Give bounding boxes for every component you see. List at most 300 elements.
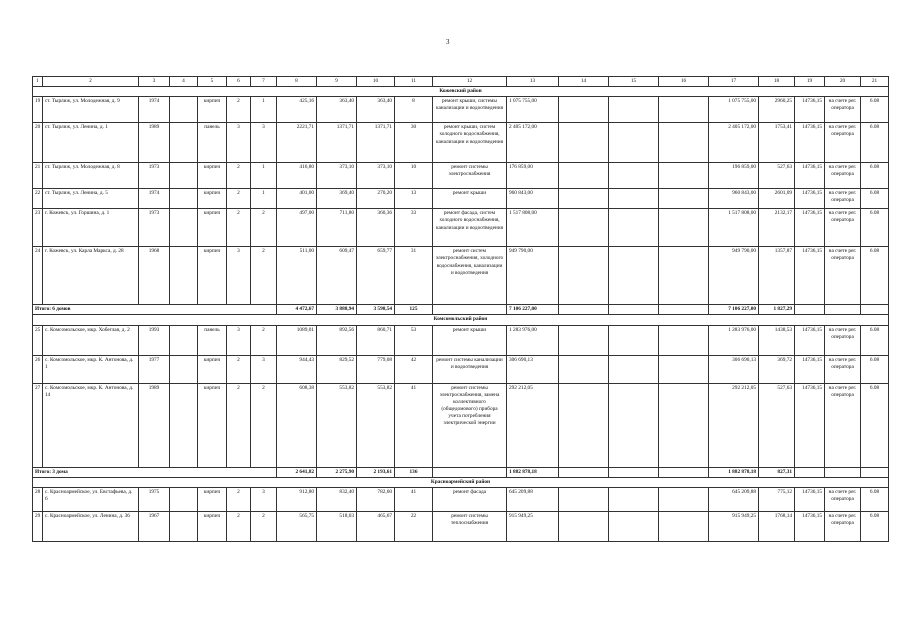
cell-c14 xyxy=(559,163,609,189)
cell-c15 xyxy=(609,209,659,247)
total-cost: 7 106 227,00 xyxy=(507,305,559,315)
total-area-a: 3 888,94 xyxy=(317,305,357,315)
cell-limit: 14736,15 xyxy=(795,355,825,383)
column-number: 4 xyxy=(170,77,198,87)
total-label: Итого: 3 дома xyxy=(33,467,277,477)
cell-material: кирпич xyxy=(198,163,227,189)
total-empty-cell xyxy=(659,305,709,315)
cell-residents: 41 xyxy=(395,487,433,511)
cell-area-b: 270,20 xyxy=(357,189,395,209)
cell-c15 xyxy=(609,189,659,209)
section-heading-row xyxy=(33,477,889,487)
cell-num: 28 xyxy=(33,487,43,511)
section-title: Комсомольский район xyxy=(33,315,889,325)
cell-fund: на счете рег. оператора xyxy=(825,97,861,123)
cell-c14 xyxy=(559,189,609,209)
cell-term: 6.08 xyxy=(861,325,889,355)
table-row xyxy=(33,325,889,355)
column-number: 8 xyxy=(277,77,317,87)
cell-num: 29 xyxy=(33,511,43,541)
cell-cost: 1 075 755,00 xyxy=(507,97,559,123)
cell-c14 xyxy=(559,511,609,541)
cell-term: 6.08 xyxy=(861,123,889,163)
cell-area-b: 659,77 xyxy=(357,247,395,305)
total-residents: 136 xyxy=(395,467,433,477)
cell-cost-total: 645 209,88 xyxy=(709,487,759,511)
cell-c14 xyxy=(559,355,609,383)
cell-residents: 13 xyxy=(395,189,433,209)
cell-address: ст. Тырлиж, ул. Молодежная, д. 9 xyxy=(43,97,139,123)
cell-cost-sqm: 527,63 xyxy=(759,163,795,189)
column-number: 6 xyxy=(227,77,251,87)
cell-area-b: 779,08 xyxy=(357,355,395,383)
cell-c14 xyxy=(559,383,609,467)
cell-cost: 306 690,13 xyxy=(507,355,559,383)
total-empty-cell xyxy=(559,305,609,315)
table-row xyxy=(33,383,889,467)
total-empty-cell xyxy=(559,467,609,477)
cell-residents: 10 xyxy=(395,163,433,189)
cell-area-total: 497,00 xyxy=(277,209,317,247)
cell-residents: 22 xyxy=(395,511,433,541)
cell-c4 xyxy=(170,189,198,209)
cell-entrances: 3 xyxy=(251,123,277,163)
total-empty-cell xyxy=(861,305,889,315)
cell-material: кирпич xyxy=(198,487,227,511)
column-number: 19 xyxy=(795,77,825,87)
cell-address: с. Красноармейское, ул. Ленина, д. 36 xyxy=(43,511,139,541)
cell-year: 1973 xyxy=(139,209,170,247)
cell-cost: 645 209,88 xyxy=(507,487,559,511)
column-number: 17 xyxy=(709,77,759,87)
table-row xyxy=(33,163,889,189)
section-title: Красноармейский район xyxy=(33,477,889,487)
total-empty-cell xyxy=(609,305,659,315)
cell-c14 xyxy=(559,487,609,511)
cell-year: 1974 xyxy=(139,189,170,209)
cell-c14 xyxy=(559,209,609,247)
cell-entrances: 3 xyxy=(251,487,277,511)
cell-limit: 14736,15 xyxy=(795,97,825,123)
table-row xyxy=(33,189,889,209)
cell-fund: на счете рег. оператора xyxy=(825,487,861,511)
page-number: 3 xyxy=(446,38,450,46)
cell-residents: 30 xyxy=(395,123,433,163)
total-empty-cell xyxy=(659,467,709,477)
cell-cost: 949 790,00 xyxy=(507,247,559,305)
cell-address: ст. Тырлиж, ул. Ленина, д. 1 xyxy=(43,123,139,163)
cell-floors: 2 xyxy=(227,487,251,511)
cell-c14 xyxy=(559,325,609,355)
cell-cost: 1 517 808,00 xyxy=(507,209,559,247)
section-heading-row xyxy=(33,87,889,97)
cell-limit: 14736,15 xyxy=(795,163,825,189)
cell-area-b: 363,40 xyxy=(357,97,395,123)
cell-fund: на счете рег. оператора xyxy=(825,383,861,467)
cell-address: с. Комсомольское, мкр. Хобеглая, д. 2 xyxy=(43,325,139,355)
cell-num: 21 xyxy=(33,163,43,189)
cell-c16 xyxy=(659,209,709,247)
cell-num: 27 xyxy=(33,383,43,467)
cell-cost-sqm: 2601,09 xyxy=(759,189,795,209)
column-number: 10 xyxy=(357,77,395,87)
section-heading-row xyxy=(33,315,889,325)
cell-c15 xyxy=(609,511,659,541)
cell-area-b: 373,10 xyxy=(357,163,395,189)
cell-floors: 2 xyxy=(227,209,251,247)
cell-area-a: 363,40 xyxy=(317,97,357,123)
cell-year: 1993 xyxy=(139,325,170,355)
cell-c15 xyxy=(609,487,659,511)
total-empty-cell xyxy=(795,305,825,315)
cell-cost-sqm: 775,12 xyxy=(759,487,795,511)
cell-area-total: 1089,01 xyxy=(277,325,317,355)
cell-area-b: 860,71 xyxy=(357,325,395,355)
cell-floors: 2 xyxy=(227,189,251,209)
cell-c16 xyxy=(659,189,709,209)
cell-residents: 8 xyxy=(395,97,433,123)
cell-fund: на счете рег. оператора xyxy=(825,123,861,163)
table-row xyxy=(33,487,889,511)
cell-floors: 2 xyxy=(227,163,251,189)
cell-residents: 31 xyxy=(395,247,433,305)
table-row xyxy=(33,123,889,163)
cell-c15 xyxy=(609,163,659,189)
cell-term: 6.08 xyxy=(861,511,889,541)
cell-num: 22 xyxy=(33,189,43,209)
cell-area-b: 782,60 xyxy=(357,487,395,511)
cell-c4 xyxy=(170,247,198,305)
cell-c15 xyxy=(609,325,659,355)
cell-cost: 915 949,25 xyxy=(507,511,559,541)
cell-cost-total: 1 075 755,00 xyxy=(709,97,759,123)
cell-works: ремонт крыши xyxy=(433,325,507,355)
cell-term: 6.08 xyxy=(861,209,889,247)
column-number: 1 xyxy=(33,77,43,87)
cell-address: ст. Тырлиж, ул. Молодежная, д. 8 xyxy=(43,163,139,189)
cell-fund: на счете рег. оператора xyxy=(825,189,861,209)
cell-area-a: 829,52 xyxy=(317,355,357,383)
cell-works: ремонт систем электроснабжения, холодного водоснабжения, канализации и водоотведения xyxy=(433,247,507,305)
cell-material: панель xyxy=(198,123,227,163)
cell-area-a: 373,10 xyxy=(317,163,357,189)
cell-c16 xyxy=(659,355,709,383)
cell-entrances: 3 xyxy=(251,355,277,383)
cell-entrances: 2 xyxy=(251,247,277,305)
repair-register-table xyxy=(32,76,889,542)
cell-c16 xyxy=(659,383,709,467)
cell-limit: 14736,15 xyxy=(795,383,825,467)
column-number: 15 xyxy=(609,77,659,87)
cell-cost: 1 283 976,00 xyxy=(507,325,559,355)
table-row xyxy=(33,209,889,247)
total-empty-cell xyxy=(825,467,861,477)
cell-c4 xyxy=(170,355,198,383)
cell-cost: 960 843,00 xyxy=(507,189,559,209)
cell-cost-total: 292 212,05 xyxy=(709,383,759,467)
cell-floors: 3 xyxy=(227,325,251,355)
cell-cost-sqm: 527,63 xyxy=(759,383,795,467)
cell-term: 6.08 xyxy=(861,247,889,305)
cell-cost-total: 1 283 976,00 xyxy=(709,325,759,355)
total-area-b: 2 193,61 xyxy=(357,467,395,477)
cell-area-b: 1371,71 xyxy=(357,123,395,163)
total-area-total: 2 641,82 xyxy=(277,467,317,477)
cell-area-b: 360,36 xyxy=(357,209,395,247)
cell-c16 xyxy=(659,97,709,123)
cell-area-a: 832,40 xyxy=(317,487,357,511)
cell-c4 xyxy=(170,97,198,123)
column-number: 7 xyxy=(251,77,277,87)
cell-cost-total: 2 405 172,00 xyxy=(709,123,759,163)
cell-year: 1989 xyxy=(139,123,170,163)
total-cost: 1 882 878,18 xyxy=(507,467,559,477)
column-number: 14 xyxy=(559,77,609,87)
cell-cost-total: 306 690,13 xyxy=(709,355,759,383)
cell-fund: на счете рег. оператора xyxy=(825,511,861,541)
cell-floors: 2 xyxy=(227,355,251,383)
cell-limit: 14736,15 xyxy=(795,123,825,163)
cell-cost-sqm: 1357,87 xyxy=(759,247,795,305)
column-number: 3 xyxy=(139,77,170,87)
cell-cost: 176 859,00 xyxy=(507,163,559,189)
cell-limit: 14736,15 xyxy=(795,511,825,541)
cell-entrances: 2 xyxy=(251,209,277,247)
cell-address: ст. Тырлиж, ул. Ленина, д. 5 xyxy=(43,189,139,209)
column-number: 5 xyxy=(198,77,227,87)
cell-works: ремонт фасада, систем холодного водоснабжения, канализации и водоотведения xyxy=(433,209,507,247)
cell-area-a: 711,80 xyxy=(317,209,357,247)
cell-area-total: 511,00 xyxy=(277,247,317,305)
cell-residents: 42 xyxy=(395,355,433,383)
cell-year: 1967 xyxy=(139,511,170,541)
cell-c4 xyxy=(170,325,198,355)
cell-term: 6.08 xyxy=(861,487,889,511)
cell-term: 6.08 xyxy=(861,163,889,189)
section-total-row xyxy=(33,305,889,315)
cell-cost-sqm: 369,72 xyxy=(759,355,795,383)
cell-c15 xyxy=(609,383,659,467)
column-number: 21 xyxy=(861,77,889,87)
total-cost-sqm: 827,31 xyxy=(759,467,795,477)
cell-material: кирпич xyxy=(198,97,227,123)
column-number: 18 xyxy=(759,77,795,87)
cell-area-a: 369,40 xyxy=(317,189,357,209)
cell-cost-sqm: 1438,53 xyxy=(759,325,795,355)
cell-works: ремонт фасада xyxy=(433,487,507,511)
cell-c4 xyxy=(170,487,198,511)
cell-fund: на счете рег. оператора xyxy=(825,209,861,247)
cell-area-a: 892,56 xyxy=(317,325,357,355)
cell-cost-total: 915 949,25 xyxy=(709,511,759,541)
column-number: 11 xyxy=(395,77,433,87)
cell-address: г. Кожевск, ул. Карла Маркса, д. 28 xyxy=(43,247,139,305)
cell-year: 1989 xyxy=(139,383,170,467)
total-area-b: 3 598,54 xyxy=(357,305,395,315)
cell-cost: 292 212,05 xyxy=(507,383,559,467)
cell-c4 xyxy=(170,511,198,541)
cell-num: 25 xyxy=(33,325,43,355)
cell-year: 1974 xyxy=(139,97,170,123)
cell-area-a: 518,03 xyxy=(317,511,357,541)
total-empty-cell xyxy=(433,467,507,477)
cell-material: кирпич xyxy=(198,511,227,541)
total-cost-total: 1 882 878,18 xyxy=(709,467,759,477)
cell-term: 6.08 xyxy=(861,97,889,123)
cell-c14 xyxy=(559,97,609,123)
cell-floors: 2 xyxy=(227,383,251,467)
section-title: Кожевский район xyxy=(33,87,889,97)
cell-floors: 3 xyxy=(227,123,251,163)
cell-year: 1968 xyxy=(139,247,170,305)
cell-year: 1975 xyxy=(139,487,170,511)
cell-area-a: 609,47 xyxy=(317,247,357,305)
cell-c15 xyxy=(609,247,659,305)
cell-cost: 2 405 172,00 xyxy=(507,123,559,163)
cell-address: с. Комсомольское, мкр. К. Антонова, д. 14 xyxy=(43,383,139,467)
cell-year: 1973 xyxy=(139,163,170,189)
total-area-a: 2 275,90 xyxy=(317,467,357,477)
cell-c4 xyxy=(170,123,198,163)
cell-c14 xyxy=(559,247,609,305)
cell-works: ремонт крыши xyxy=(433,189,507,209)
column-number: 20 xyxy=(825,77,861,87)
section-total-row xyxy=(33,467,889,477)
cell-fund: на счете рег. оператора xyxy=(825,163,861,189)
column-number: 12 xyxy=(433,77,507,87)
cell-c15 xyxy=(609,355,659,383)
cell-works: ремонт крыши, системы канализации и водоотведения xyxy=(433,97,507,123)
cell-c16 xyxy=(659,325,709,355)
table-row xyxy=(33,247,889,305)
cell-area-total: 401,00 xyxy=(277,189,317,209)
cell-area-total: 944,43 xyxy=(277,355,317,383)
cell-area-total: 416,80 xyxy=(277,163,317,189)
cell-area-a: 1371,71 xyxy=(317,123,357,163)
total-residents: 125 xyxy=(395,305,433,315)
cell-c4 xyxy=(170,209,198,247)
cell-c14 xyxy=(559,123,609,163)
cell-term: 6.08 xyxy=(861,355,889,383)
cell-cost-total: 949 790,00 xyxy=(709,247,759,305)
cell-cost-sqm: 1753,41 xyxy=(759,123,795,163)
cell-entrances: 1 xyxy=(251,189,277,209)
column-number: 16 xyxy=(659,77,709,87)
cell-area-total: 608,38 xyxy=(277,383,317,467)
cell-works: ремонт крыши, систем холодного водоснабжения, канализации и водоотведения xyxy=(433,123,507,163)
cell-term: 6.08 xyxy=(861,383,889,467)
cell-entrances: 2 xyxy=(251,511,277,541)
cell-c16 xyxy=(659,511,709,541)
cell-fund: на счете рег. оператора xyxy=(825,325,861,355)
total-empty-cell xyxy=(433,305,507,315)
total-cost-sqm: 1 827,29 xyxy=(759,305,795,315)
cell-cost-sqm: 1768,14 xyxy=(759,511,795,541)
cell-entrances: 1 xyxy=(251,163,277,189)
cell-residents: 53 xyxy=(395,325,433,355)
cell-works: ремонт системы теплоснабжения xyxy=(433,511,507,541)
cell-entrances: 2 xyxy=(251,383,277,467)
cell-works: ремонт системы канализации и водоотведения xyxy=(433,355,507,383)
cell-c16 xyxy=(659,247,709,305)
total-area-total: 4 472,67 xyxy=(277,305,317,315)
cell-material: кирпич xyxy=(198,355,227,383)
cell-floors: 2 xyxy=(227,97,251,123)
cell-residents: 41 xyxy=(395,383,433,467)
cell-c4 xyxy=(170,163,198,189)
cell-c16 xyxy=(659,163,709,189)
column-number: 2 xyxy=(43,77,139,87)
cell-fund: на счете рег. оператора xyxy=(825,247,861,305)
cell-material: кирпич xyxy=(198,383,227,467)
cell-cost-total: 1 517 808,00 xyxy=(709,209,759,247)
cell-limit: 14736,15 xyxy=(795,209,825,247)
total-label: Итого: 6 домов xyxy=(33,305,277,315)
cell-address: с. Комсомольское, мкр. К. Антонова, д. 1 xyxy=(43,355,139,383)
total-empty-cell xyxy=(795,467,825,477)
cell-area-b: 553,82 xyxy=(357,383,395,467)
cell-cost-total: 960 843,00 xyxy=(709,189,759,209)
cell-c15 xyxy=(609,123,659,163)
cell-address: г. Кожевск, ул. Горшина, д. 1 xyxy=(43,209,139,247)
table-row xyxy=(33,97,889,123)
cell-area-total: 2221,71 xyxy=(277,123,317,163)
cell-cost-total: 196 859,00 xyxy=(709,163,759,189)
cell-material: кирпич xyxy=(198,209,227,247)
cell-address: с. Красноармейское, ул. Евстафьева, д. 6 xyxy=(43,487,139,511)
table-body xyxy=(33,77,889,542)
cell-limit: 14736,15 xyxy=(795,487,825,511)
cell-entrances: 1 xyxy=(251,97,277,123)
cell-limit: 14736,15 xyxy=(795,325,825,355)
cell-works: ремонт системы электроснабжения, замена коллективного (общедомового) прибора учета потребления электрической энергии xyxy=(433,383,507,467)
column-number-row xyxy=(33,77,889,87)
cell-num: 19 xyxy=(33,97,43,123)
total-empty-cell xyxy=(609,467,659,477)
cell-area-total: 565,75 xyxy=(277,511,317,541)
cell-fund: на счете рег. оператора xyxy=(825,355,861,383)
cell-entrances: 2 xyxy=(251,325,277,355)
table-row xyxy=(33,511,889,541)
cell-c15 xyxy=(609,97,659,123)
cell-term: 6.08 xyxy=(861,189,889,209)
cell-material: панель xyxy=(198,325,227,355)
cell-area-b: 465,67 xyxy=(357,511,395,541)
cell-cost-sqm: 2132,17 xyxy=(759,209,795,247)
table-row xyxy=(33,355,889,383)
cell-material: кирпич xyxy=(198,247,227,305)
column-number: 9 xyxy=(317,77,357,87)
cell-material: кирпич xyxy=(198,189,227,209)
cell-floors: 3 xyxy=(227,247,251,305)
cell-num: 23 xyxy=(33,209,43,247)
cell-c4 xyxy=(170,383,198,467)
cell-year: 1977 xyxy=(139,355,170,383)
cell-c16 xyxy=(659,487,709,511)
total-empty-cell xyxy=(825,305,861,315)
cell-num: 24 xyxy=(33,247,43,305)
cell-c16 xyxy=(659,123,709,163)
column-number: 13 xyxy=(507,77,559,87)
cell-area-total: 912,80 xyxy=(277,487,317,511)
total-cost-total: 7 106 227,00 xyxy=(709,305,759,315)
total-empty-cell xyxy=(861,467,889,477)
cell-area-total: 425,16 xyxy=(277,97,317,123)
cell-limit: 14736,15 xyxy=(795,247,825,305)
cell-area-a: 553,82 xyxy=(317,383,357,467)
cell-num: 20 xyxy=(33,123,43,163)
cell-residents: 33 xyxy=(395,209,433,247)
